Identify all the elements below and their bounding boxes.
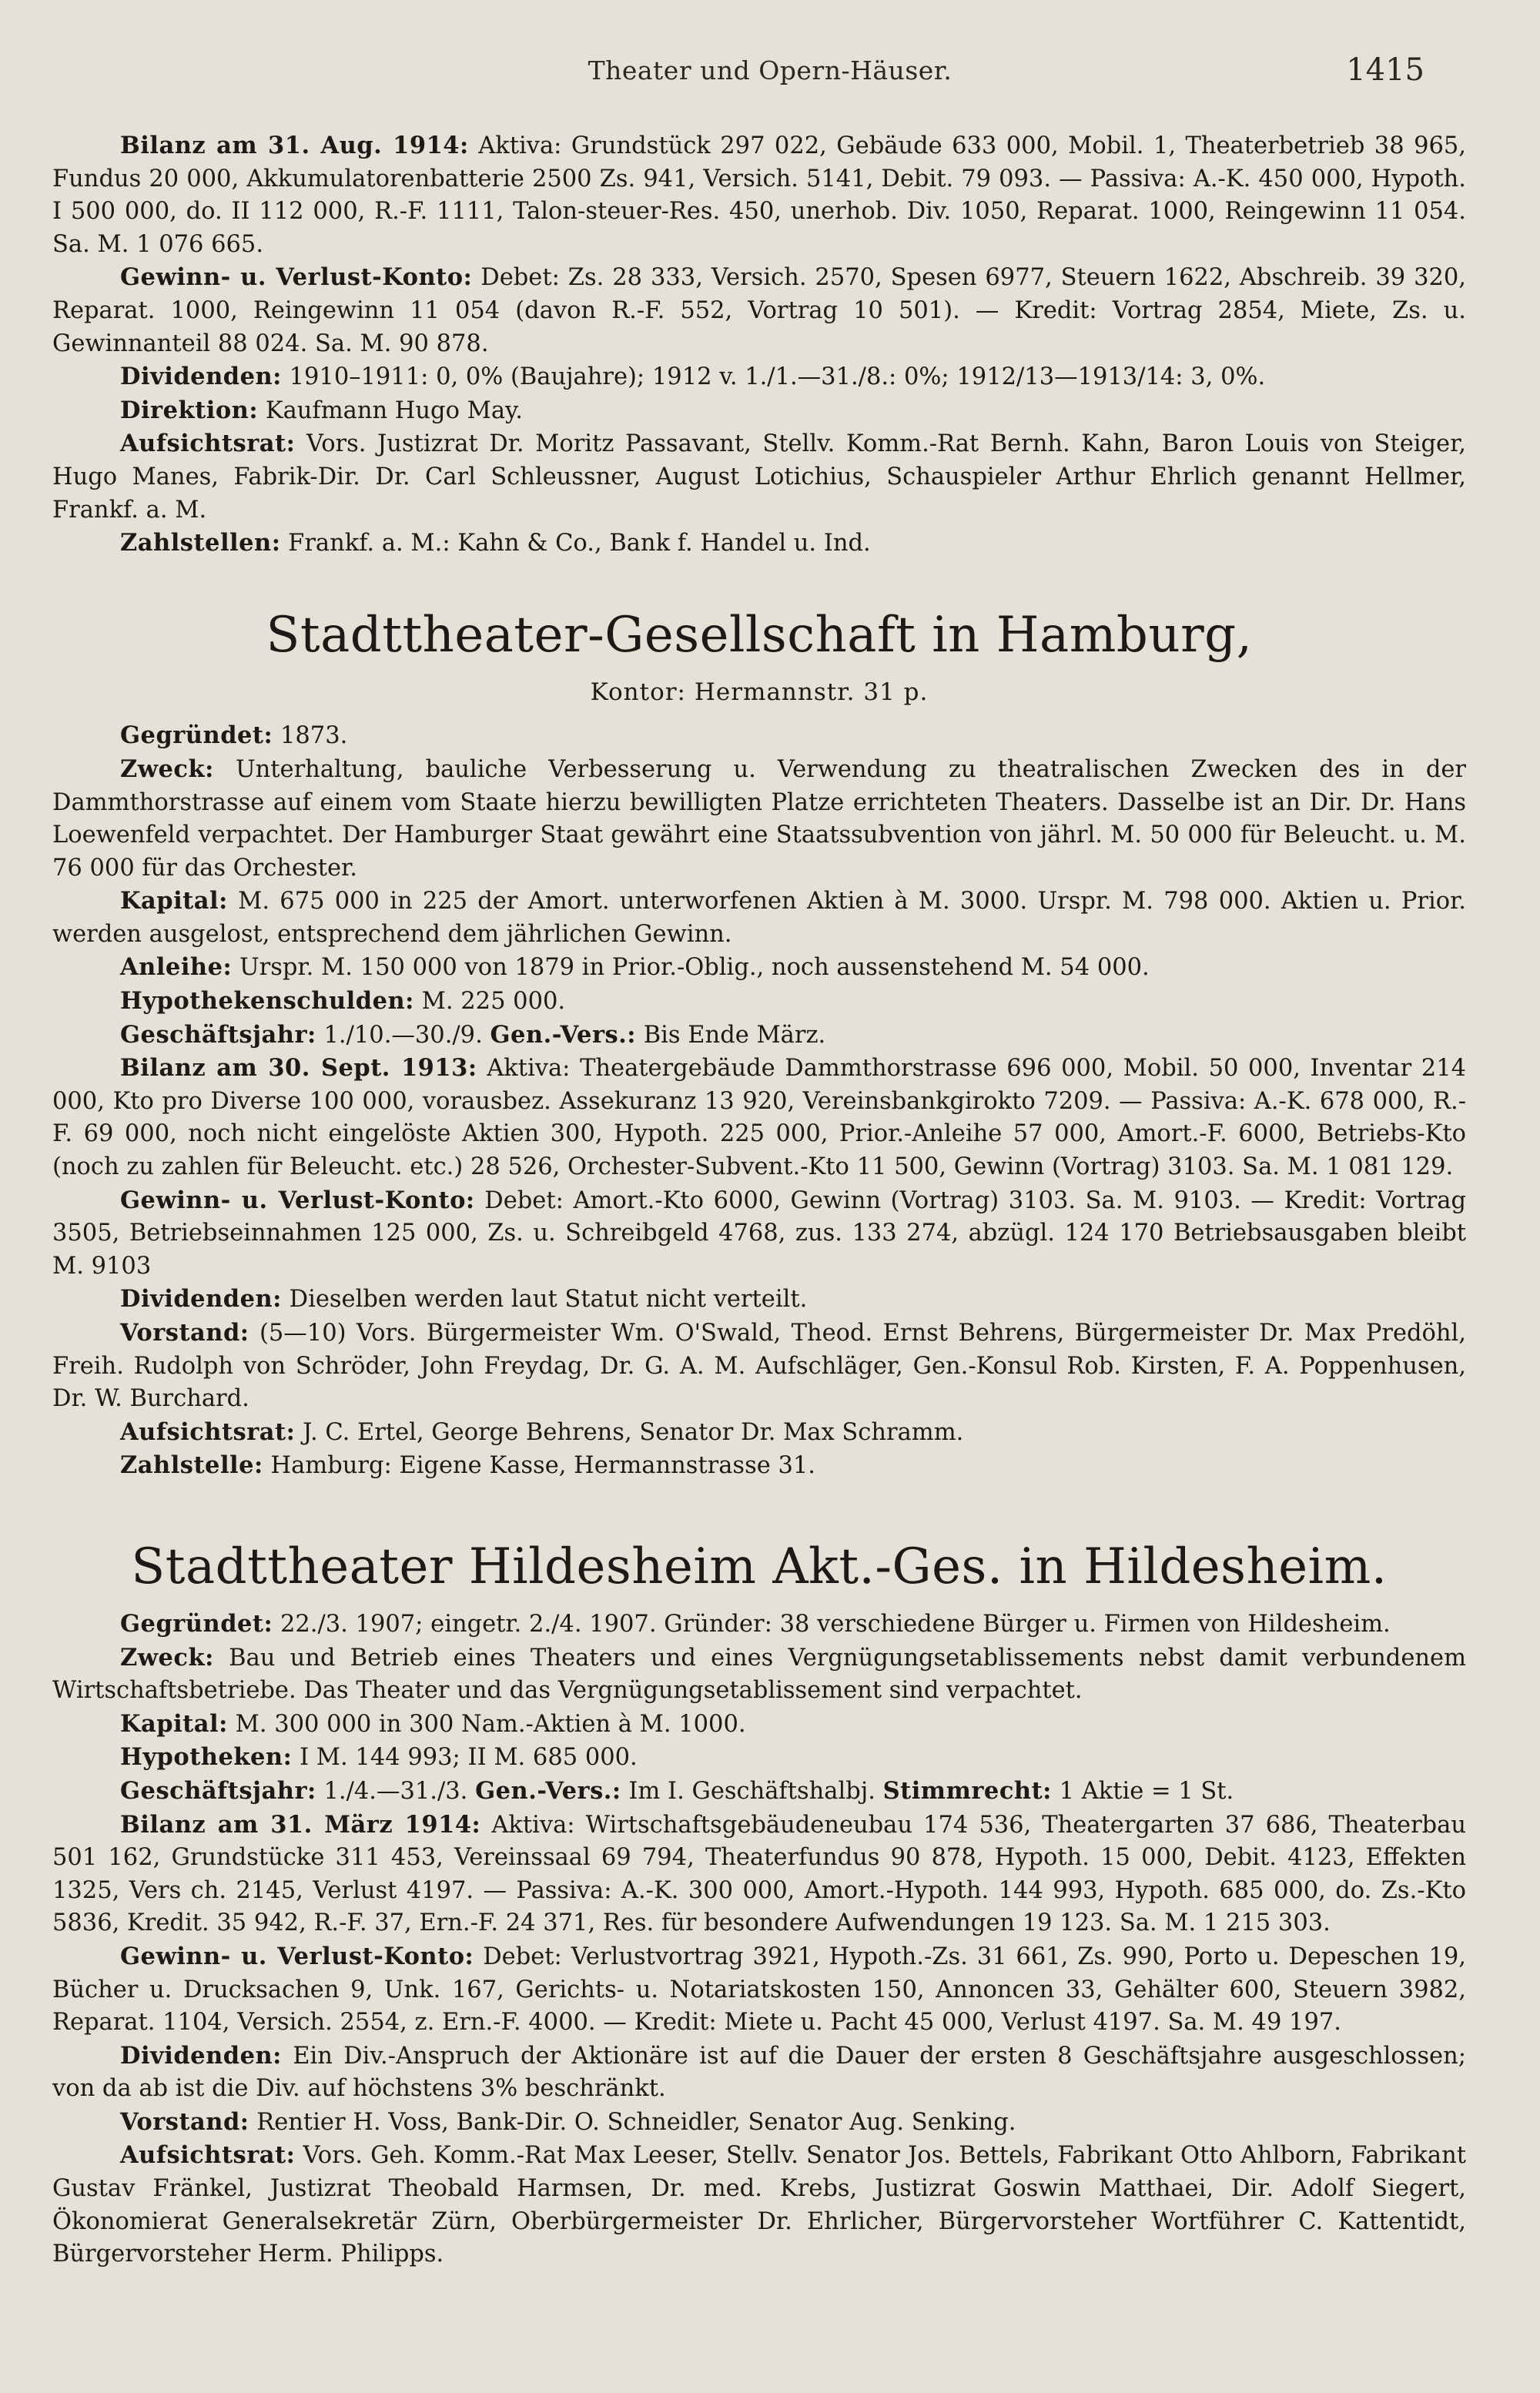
text-dividenden: 1910–1911: 0, 0% (Baujahre); 1912 v. 1./1.—31./8.: 0%; 1912/13—1913/14: 3, 0%.: [289, 363, 1266, 391]
running-title: Theater und Opern-Häuser.: [588, 55, 952, 85]
text-gegruendet: 22./3. 1907; eingetr. 2./4. 1907. Gründer: 38 verschiedene Bürger u. Firmen von Hildesheim.: [280, 1610, 1391, 1638]
label-anleihe: Anleihe:: [120, 953, 233, 982]
label-gewinn: Gewinn- u. Verlust-Konto:: [120, 1186, 475, 1214]
label-vorstand: Vorstand:: [120, 2107, 249, 2136]
label-zweck: Zweck:: [120, 755, 214, 783]
text-hypotheken: I M. 144 993; II M. 685 000.: [300, 1744, 638, 1772]
page-header: [0, 52, 1540, 102]
paragraph-bilanz: [52, 129, 1466, 261]
paragraph-aufsichtsrat: [52, 2139, 1466, 2271]
label-vorstand: Vorstand:: [120, 1319, 249, 1347]
body-text: [52, 129, 1466, 2271]
text-aufsichtsrat: J. C. Ertel, George Behrens, Senator Dr. Max Schramm.: [303, 1418, 964, 1446]
text-gewinn: Debet: Verlustvortrag 3921, Hypoth.-Zs. 31 661, Zs. 990, Porto u. Depeschen 19, Bücher u. Drucksachen 9, Unk. 167, Gerichts- u. Notariatskosten 150, Annoncen 33, Gehälter 600, Steuern 3982, Reparat. 1104, Versich. 2554, z. Ern.-F. 4000. — Kredit: Miete u. Pacht 45 000, Verlust 4197. Sa. M. 49 197.: [52, 1943, 1466, 2037]
label-bilanz: Bilanz am 31. März 1914:: [120, 1810, 481, 1839]
label-kapital: Kapital:: [120, 1709, 228, 1738]
label-zahlstellen: Zahlstellen:: [120, 529, 281, 557]
paragraph-hypothekenschulden: [52, 985, 1466, 1019]
text-geschaeftsjahr: 1./10.—30./9.: [323, 1021, 483, 1049]
entry-title-hildesheim: Stadttheater Hildesheim Akt.-Ges. in Hildesheim.: [131, 1538, 1388, 1595]
paragraph-gegruendet: [52, 1608, 1466, 1642]
paragraph-hypotheken: [52, 1741, 1466, 1775]
text-zahlstelle: Hamburg: Eigene Kasse, Hermannstrasse 31.: [270, 1452, 815, 1480]
text-zweck: Bau und Betrieb eines Theaters und eines Vergnügungsetablissements nebst damit verbundenem Wirtschaftsbetriebe. Das Theater und das Vergnügungsetablissement sind verpachtet.: [52, 1644, 1466, 1705]
paragraph-gegruendet: [52, 719, 1466, 753]
paragraph-dividenden: [52, 1283, 1466, 1317]
paragraph-zweck: [52, 753, 1466, 885]
entry-title-hamburg: Stadttheater-Gesellschaft in Hamburg,: [266, 606, 1253, 664]
text-gewinn: Debet: Amort.-Kto 6000, Gewinn (Vortrag) 3103. Sa. M. 9103. — Kredit: Vortrag 3505, Betriebseinnahmen 125 000, Zs. u. Schreibgeld 4768, zus. 133 274, abzügl. 124 170 Betriebsausgaben bleibt M. 9103: [52, 1186, 1467, 1280]
label-gewinn: Gewinn- u. Verlust-Konto:: [120, 263, 473, 292]
label-direktion: Direktion:: [120, 396, 259, 424]
text-kapital: M. 300 000 in 300 Nam.-Aktien à M. 1000.: [235, 1710, 746, 1738]
label-bilanz: Bilanz am 31. Aug. 1914:: [120, 132, 469, 159]
paragraph-zweck: [52, 1642, 1466, 1708]
label-gegruendet: Gegründet:: [120, 721, 273, 750]
label-aufsichtsrat: Aufsichtsrat:: [120, 2141, 296, 2170]
text-zahlstellen: Frankf. a. M.: Kahn & Co., Bank f. Handel u. Ind.: [288, 530, 871, 557]
paragraph-kapital: [52, 1708, 1466, 1742]
text-vorstand: Rentier H. Voss, Bank-Dir. O. Schneidler, Senator Aug. Senking.: [256, 2108, 1016, 2136]
text-aufsichtsrat: Vors. Justizrat Dr. Moritz Passavant, Stellv. Komm.-Rat Bernh. Kahn, Baron Louis von Steiger, Hugo Manes, Fabrik-Dir. Dr. Carl Schleussner, August Lotichius, Schauspieler Arthur Ehrlich genannt Hellmer, Frankf. a. M.: [52, 430, 1466, 524]
text-gewinn: Debet: Zs. 28 333, Versich. 2570, Spesen 6977, Steuern 1622, Abschreib. 39 320, Reparat. 1000, Reingewinn 11 054 (davon R.-F. 552, Vortrag 10 501). — Kredit: Vortrag 2854, Miete, Zs. u. Gewinnanteil 88 024. Sa. M. 90 878.: [52, 264, 1466, 357]
text-hypothekenschulden: M. 225 000.: [421, 988, 566, 1016]
text-aufsichtsrat: Vors. Geh. Komm.-Rat Max Leeser, Stellv. Senator Jos. Bettels, Fabrikant Otto Ahlborn, Fabrikant Gustav Fränkel, Justizrat Theobald Harmsen, Dr. med. Krebs, Justizrat Goswin Matthaei, Dir. Adolf Siegert, Ökonomierat Generalsekretär Zürn, Oberbürgermeister Dr. Ehrlicher, Bürgervorsteher Wortführer C. Kattentidt, Bürgervorsteher Herm. Philipps.: [52, 2142, 1466, 2268]
text-stimmrecht: 1 Aktie = 1 St.: [1059, 1777, 1234, 1805]
text-gen-vers: Im I. Geschäftshalbj.: [628, 1777, 875, 1805]
label-geschaeftsjahr: Geschäftsjahr:: [120, 1020, 316, 1049]
paragraph-zahlstellen: [52, 527, 1466, 561]
paragraph-aufsichtsrat: [52, 427, 1466, 527]
label-gen-vers: Gen.-Vers.:: [490, 1020, 637, 1049]
label-bilanz: Bilanz am 30. Sept. 1913:: [120, 1054, 477, 1083]
text-bilanz: Aktiva: Theatergebäude Dammthorstrasse 696 000, Mobil. 50 000, Inventar 214 000, Kto pro Diverse 100 000, vorausbez. Assekuranz 13 920, Vereinsbankgirokto 7209. — Passiva: A.-K. 678 000, R.-F. 69 000, noch nicht eingelöste Aktien 300, Hypoth. 225 000, Prior.-Anleihe 57 000, Amort.-F. 6000, Betriebs-Kto (noch zu zahlen für Beleucht. etc.) 28 526, Orchester-Subvent.-Kto 11 500, Gewinn (Vortrag) 3103. Sa. M. 1 081 129.: [52, 1055, 1467, 1181]
paragraph-kapital: [52, 885, 1466, 951]
text-bilanz: Aktiva: Grundstück 297 022, Gebäude 633 000, Mobil. 1, Theaterbetrieb 38 965, Fundus 20 000, Akkumulatorenbatterie 2500 Zs. 941, Versich. 5141, Debit. 79 093. — Passiva: A.-K. 450 000, Hypoth. I 500 000, do. II 112 000, R.-F. 1111, Talon-steuer-Res. 450, unerhob. Div. 1050, Reparat. 1000, Reingewinn 11 054. Sa. M. 1 076 665.: [52, 132, 1466, 258]
label-zweck: Zweck:: [120, 1643, 214, 1672]
paragraph-bilanz: [52, 1052, 1466, 1183]
text-zweck: Unterhaltung, bauliche Verbesserung u. Verwendung zu theatralischen Zwecken des in der Dammthorstrasse auf einem vom Staate hierzu bewilligten Platze errichteten Theaters. Dasselbe ist an Dir. Dr. Hans Loewenfeld verpachtet. Der Hamburger Staat gewährt eine Staatssubvention von jährl. M. 50 000 für Beleucht. u. M. 76 000 für das Orchester.: [52, 755, 1467, 882]
label-geschaeftsjahr: Geschäftsjahr:: [120, 1776, 316, 1805]
text-geschaeftsjahr: 1./4.—31./3.: [323, 1777, 468, 1805]
label-dividenden: Dividenden:: [120, 1285, 282, 1314]
label-gegruendet: Gegründet:: [120, 1609, 273, 1638]
label-gewinn: Gewinn- u. Verlust-Konto:: [120, 1942, 474, 1970]
paragraph-geschaeftsjahr: [52, 1775, 1466, 1809]
label-aufsichtsrat: Aufsichtsrat:: [120, 1417, 296, 1446]
paragraph-gewinn: [52, 261, 1466, 360]
text-gen-vers: Bis Ende März.: [643, 1021, 826, 1049]
label-hypotheken: Hypotheken:: [120, 1743, 293, 1772]
paragraph-gewinn: [52, 1184, 1466, 1284]
text-anleihe: Urspr. M. 150 000 von 1879 in Prior.-Oblig., noch aussenstehend M. 54 000.: [239, 954, 1150, 982]
label-hypothekenschulden: Hypothekenschulden:: [120, 987, 414, 1016]
label-zahlstelle: Zahlstelle:: [120, 1451, 263, 1480]
label-stimmrecht: Stimmrecht:: [882, 1776, 1052, 1805]
paragraph-vorstand: [52, 1317, 1466, 1416]
paragraph-anleihe: [52, 951, 1466, 985]
label-aufsichtsrat: Aufsichtsrat:: [120, 430, 296, 458]
label-dividenden: Dividenden:: [120, 2041, 282, 2070]
text-dividenden: Ein Div.-Anspruch der Aktionäre ist auf die Dauer der ersten 8 Geschäftsjahre ausgeschlossen; von da ab ist die Div. auf höchstens 3% beschränkt.: [52, 2042, 1466, 2103]
kontor-address: Kontor: Hermannstr. 31 p.: [590, 678, 929, 706]
paragraph-aufsichtsrat: [52, 1416, 1466, 1450]
text-gegruendet: 1873.: [280, 722, 348, 750]
text-bilanz: Aktiva: Wirtschaftsgebäudeneubau 174 536, Theatergarten 37 686, Theaterbau 501 162, Grundstücke 311 453, Vereinssaal 69 794, Theaterfundus 90 878, Hypoth. 15 000, Debit. 4123, Effekten 1325, Vers ch. 2145, Verlust 4197. — Passiva: A.-K. 300 000, Amort.-Hypoth. 144 993, Hypoth. 685 000, do. Zs.-Kto 5836, Kredit. 35 942, R.-F. 37, Ern.-F. 24 371, Res. für besondere Aufwendungen 19 123. Sa. M. 1 215 303.: [52, 1811, 1466, 1937]
paragraph-dividenden: [52, 2040, 1466, 2106]
label-kapital: Kapital:: [120, 887, 228, 915]
text-vorstand: (5—10) Vors. Bürgermeister Wm. O'Swald, Theod. Ernst Behrens, Bürgermeister Dr. Max Predöhl, Freih. Rudolph von Schröder, John Freydag, Dr. G. A. M. Aufschläger, Gen.-Konsul Rob. Kirsten, F. A. Poppenhusen, Dr. W. Burchard.: [52, 1320, 1466, 1413]
paragraph-zahlstelle: [52, 1449, 1466, 1483]
text-dividenden: Dieselben werden laut Statut nicht verteilt.: [289, 1286, 808, 1314]
text-kapital: M. 675 000 in 225 der Amort. unterworfenen Aktien à M. 3000. Urspr. M. 798 000. Aktien u. Prior. werden ausgelost, entsprechend dem jährlichen Gewinn.: [52, 888, 1467, 948]
paragraph-geschaeftsjahr: [52, 1019, 1466, 1053]
page-number: 1415: [1346, 52, 1424, 88]
paragraph-bilanz: [52, 1809, 1466, 1940]
text-direktion: Kaufmann Hugo May.: [265, 397, 523, 424]
paragraph-vorstand: [52, 2106, 1466, 2140]
paragraph-gewinn: [52, 1940, 1466, 2040]
paragraph-direktion: [52, 394, 1466, 428]
paragraph-dividenden: [52, 360, 1466, 394]
label-gen-vers: Gen.-Vers.:: [475, 1776, 621, 1805]
label-dividenden: Dividenden:: [120, 363, 282, 391]
